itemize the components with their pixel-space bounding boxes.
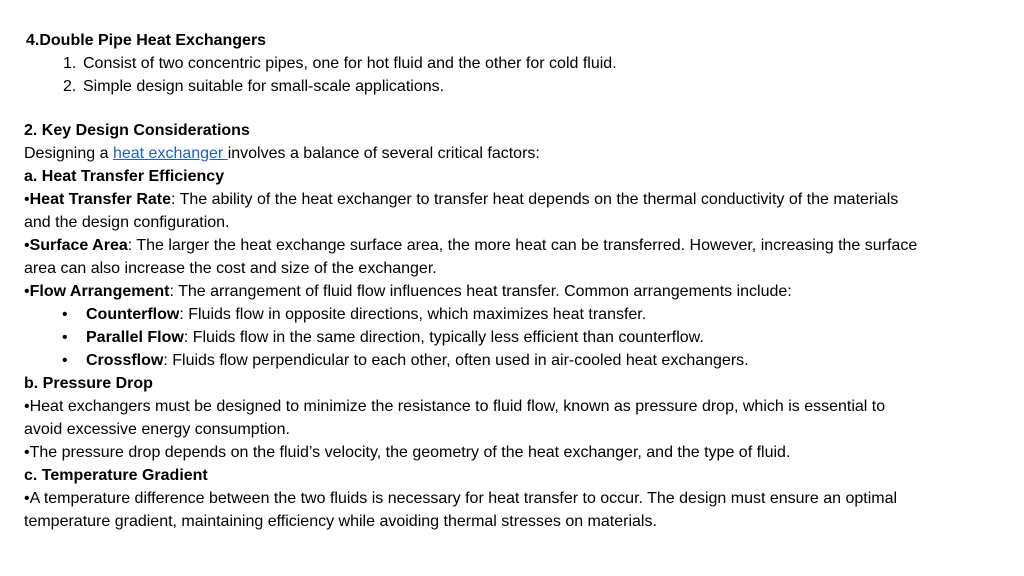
bullet-icon: •: [62, 329, 68, 346]
term-parallel-flow: Parallel Flow: [86, 329, 184, 346]
item-number: 1.: [63, 55, 77, 72]
definition-text: : Fluids flow perpendicular to each other, often used in air-cooled heat exchangers.: [163, 352, 749, 369]
term-surface-area: Surface Area: [29, 237, 128, 254]
continuation-text: temperature gradient, maintaining efficiency while avoiding thermal stresses on materials.: [24, 513, 657, 530]
term-crossflow: Crossflow: [86, 352, 164, 369]
item-number: 2.: [63, 78, 77, 95]
definition-text: : The arrangement of fluid flow influences heat transfer. Common arrangements include:: [169, 283, 792, 300]
bullet-icon: •: [62, 352, 68, 369]
intro-paragraph: [24, 142, 540, 165]
subheading-heat-transfer-efficiency: a. Heat Transfer Efficiency: [24, 168, 225, 185]
item-text: Simple design suitable for small-scale applications.: [83, 78, 445, 95]
bullet-heat-transfer-rate: [24, 188, 898, 211]
list-item-parallel-flow: [62, 326, 704, 349]
list-item-crossflow: [62, 349, 749, 372]
bullet-surface-area: [24, 234, 917, 257]
bullet-icon: •: [24, 237, 30, 254]
numbered-item: [63, 75, 444, 98]
heat-exchanger-link[interactable]: heat exchanger: [112, 145, 228, 162]
paragraph-pressure-drop-2: •The pressure drop depends on the fluid’s velocity, the geometry of the heat exchanger, and the type of fluid.: [24, 444, 791, 461]
definition-text: : The ability of the heat exchanger to transfer heat depends on the thermal conductivity of the materials: [171, 191, 899, 208]
bullet-icon: •: [24, 283, 30, 300]
subheading-pressure-drop: b. Pressure Drop: [24, 375, 153, 392]
paragraph-temperature-gradient: •A temperature difference between the two fluids is necessary for heat transfer to occur. The design must ensure an optimal: [24, 490, 898, 507]
intro-text: involves a balance of several critical factors:: [227, 145, 540, 162]
bullet-icon: •: [62, 306, 68, 323]
term-heat-transfer-rate: Heat Transfer Rate: [29, 191, 171, 208]
section-heading-double-pipe: 4.Double Pipe Heat Exchangers: [26, 32, 267, 49]
continuation-text: area can also increase the cost and size of the exchanger.: [24, 260, 437, 277]
intro-text: Designing a: [24, 145, 113, 162]
paragraph-pressure-drop-1: •Heat exchangers must be designed to minimize the resistance to fluid flow, known as pressure drop, which is essential to: [24, 398, 886, 415]
definition-text: : Fluids flow in opposite directions, which maximizes heat transfer.: [179, 306, 647, 323]
definition-text: : Fluids flow in the same direction, typically less efficient than counterflow.: [183, 329, 704, 346]
bullet-flow-arrangement: [24, 280, 792, 303]
item-text: Consist of two concentric pipes, one for hot fluid and the other for cold fluid.: [83, 55, 617, 72]
bullet-icon: •: [24, 191, 30, 208]
list-item-counterflow: [62, 303, 646, 326]
section-heading-key-design: 2. Key Design Considerations: [24, 122, 250, 139]
numbered-item: [63, 52, 617, 75]
definition-text: : The larger the heat exchange surface area, the more heat can be transferred. However, increasing the surface: [127, 237, 918, 254]
term-flow-arrangement: Flow Arrangement: [29, 283, 170, 300]
term-counterflow: Counterflow: [86, 306, 180, 323]
continuation-text: avoid excessive energy consumption.: [24, 421, 290, 438]
subheading-temperature-gradient: c. Temperature Gradient: [24, 467, 208, 484]
continuation-text: and the design configuration.: [24, 214, 230, 231]
